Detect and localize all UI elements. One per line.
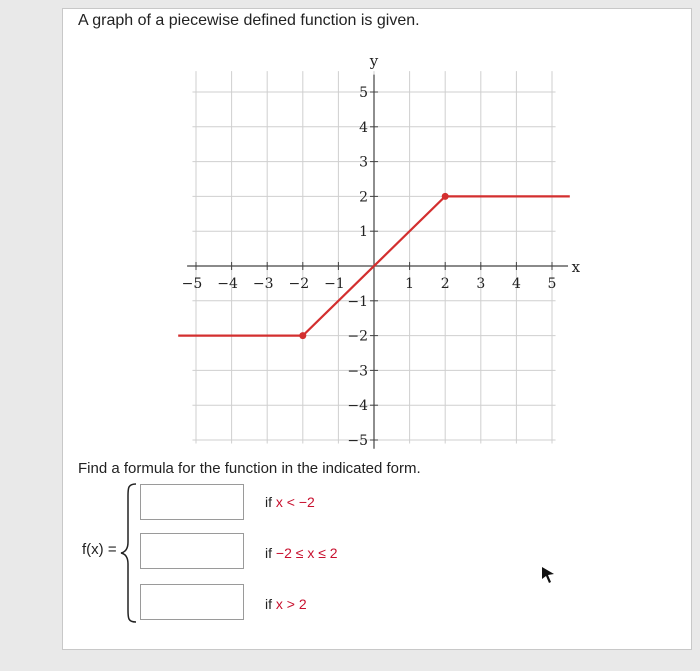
y-tick-label: 2 bbox=[359, 189, 368, 206]
marked-point bbox=[299, 332, 306, 339]
function-label: f(x) = bbox=[82, 541, 117, 558]
x-tick-label: 1 bbox=[405, 276, 415, 292]
prompt-text: A graph of a piecewise defined function is given. bbox=[78, 12, 420, 29]
condition-1: if x < −2 bbox=[265, 494, 315, 510]
y-tick-label: 1 bbox=[359, 224, 368, 241]
y-tick-label: −3 bbox=[347, 363, 368, 380]
answer-input-3[interactable] bbox=[140, 584, 244, 620]
x-axis-label: x bbox=[571, 258, 581, 276]
y-axis-label: y bbox=[369, 51, 379, 70]
x-tick-label: −2 bbox=[288, 276, 310, 292]
x-tick-label: −1 bbox=[324, 276, 345, 292]
x-tick-label: 3 bbox=[476, 276, 486, 292]
y-tick-label: −2 bbox=[347, 328, 368, 345]
x-tick-label: 5 bbox=[547, 276, 557, 292]
x-tick-label: −3 bbox=[252, 276, 274, 292]
answer-input-1[interactable] bbox=[140, 484, 244, 520]
y-tick-label: −4 bbox=[347, 398, 368, 415]
y-tick-label: 5 bbox=[359, 85, 368, 101]
y-tick-label: 3 bbox=[359, 154, 368, 171]
x-tick-label: −5 bbox=[181, 276, 203, 292]
condition-3: if x > 2 bbox=[265, 596, 307, 612]
y-tick-label: −1 bbox=[347, 293, 368, 310]
instruction-text: Find a formula for the function in the indicated form. bbox=[78, 460, 421, 477]
x-tick-label: 2 bbox=[440, 276, 450, 292]
mouse-cursor-icon bbox=[540, 565, 556, 585]
marked-point bbox=[442, 193, 449, 200]
answer-input-2[interactable] bbox=[140, 533, 244, 569]
y-tick-label: 4 bbox=[359, 119, 368, 136]
left-brace bbox=[118, 482, 140, 624]
x-tick-label: −4 bbox=[217, 276, 238, 292]
y-tick-label: −5 bbox=[347, 433, 368, 449]
condition-2: if −2 ≤ x ≤ 2 bbox=[265, 545, 338, 561]
x-tick-label: 4 bbox=[511, 276, 521, 292]
